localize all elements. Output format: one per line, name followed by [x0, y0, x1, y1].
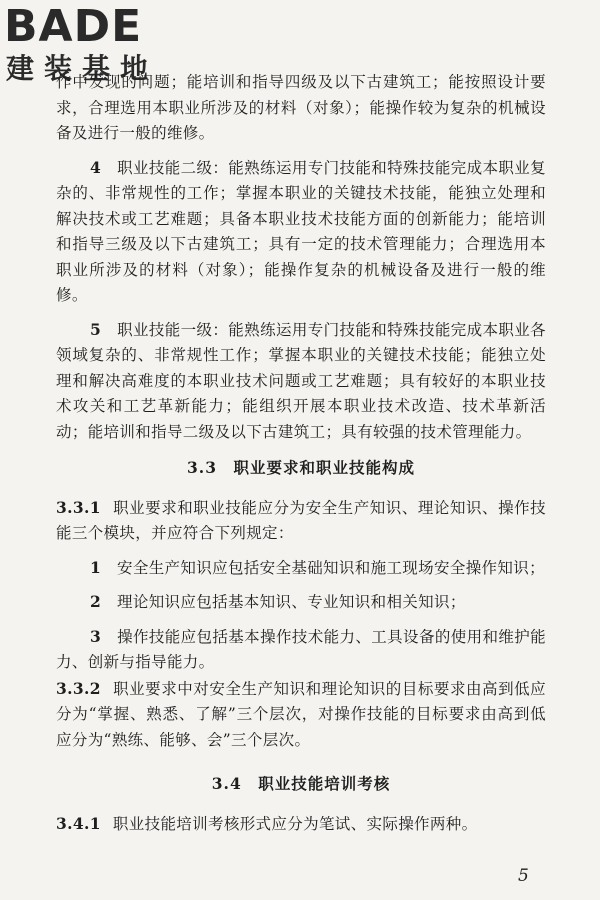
section-heading-3-4: 3.4 职业技能培训考核 — [211, 774, 391, 793]
clause-number: 3.3.2 — [56, 678, 101, 698]
item-number: 4 — [90, 157, 102, 177]
clause-3-3-2 — [56, 676, 546, 754]
clause-3-4-1 — [56, 811, 546, 838]
document-body — [56, 70, 546, 837]
clause-text: 职业要求和职业技能应分为安全生产知识、理论知识、操作技能三个模块，并应符合下列规定： — [56, 498, 546, 542]
clause-3-3-1 — [56, 495, 546, 547]
logo-chinese: 建装基地 — [6, 52, 159, 85]
list-item-4 — [56, 155, 546, 309]
list-item-2 — [56, 589, 546, 616]
clause-text: 职业技能培训考核形式应分为笔试、实际操作两种。 — [112, 814, 478, 833]
item-number: 1 — [90, 557, 102, 577]
item-number: 2 — [90, 592, 102, 611]
list-item-5 — [56, 317, 546, 446]
item-number: 5 — [90, 319, 102, 339]
page-number: 5 — [518, 866, 529, 886]
item-text: 操作技能应包括基本操作技术能力、工具设备的使用和维护能力、创新与指导能力。 — [56, 627, 547, 671]
clause-number: 3.3.1 — [56, 497, 101, 517]
list-item-1 — [56, 555, 546, 582]
section-heading-3-3: 3.3 职业要求和职业技能构成 — [187, 458, 415, 477]
item-number: 3 — [90, 626, 102, 646]
item-text: 职业技能一级：能熟练运用专门技能和特殊技能完成本职业各领域复杂的、非常规性工作；掌握本职业的关键技术技能；能独立处理和解决高难度的本职业技术问题或工艺难题；具有较好的本职业技术攻关和工艺革新能力；能组织开展本职业技术改造、技术革新活动；能培训和指导二级及以下古建筑工；具有较强的技术管理能力。 — [56, 320, 547, 441]
clause-text: 职业要求中对安全生产知识和理论知识的目标要求由高到低应分为“掌握、熟悉、了解”三个层次，对操作技能的目标要求由高到低应分为“熟练、能够、会”三个层次。 — [56, 679, 546, 749]
list-item-3 — [56, 624, 546, 676]
paragraph-continued: 作中发现的问题；能培训和指导四级及以下古建筑工；能按照设计要求，合理选用本职业所涉及的材料（对象）；能操作较为复杂的机械设备及进行一般的维修。 — [56, 73, 546, 142]
item-text: 安全生产知识应包括安全基础知识和施工现场安全操作知识； — [117, 558, 545, 577]
item-text: 理论知识应包括基本知识、专业知识和相关知识； — [117, 593, 466, 611]
clause-number: 3.4.1 — [56, 813, 101, 833]
item-text: 职业技能二级：能熟练运用专门技能和特殊技能完成本职业复杂的、非常规性的工作；掌握本职业的关键技术技能，能独立处理和解决技术或工艺难题；具备本职业技术技能方面的创新能力；能培训和指导三级及以下古建筑工；具有一定的技术管理能力；合理选用本职业所涉及的材料（对象）；能操作复杂的机械设备及进行一般的维修。 — [56, 158, 547, 304]
logo-latin: BADE — [4, 1, 143, 52]
